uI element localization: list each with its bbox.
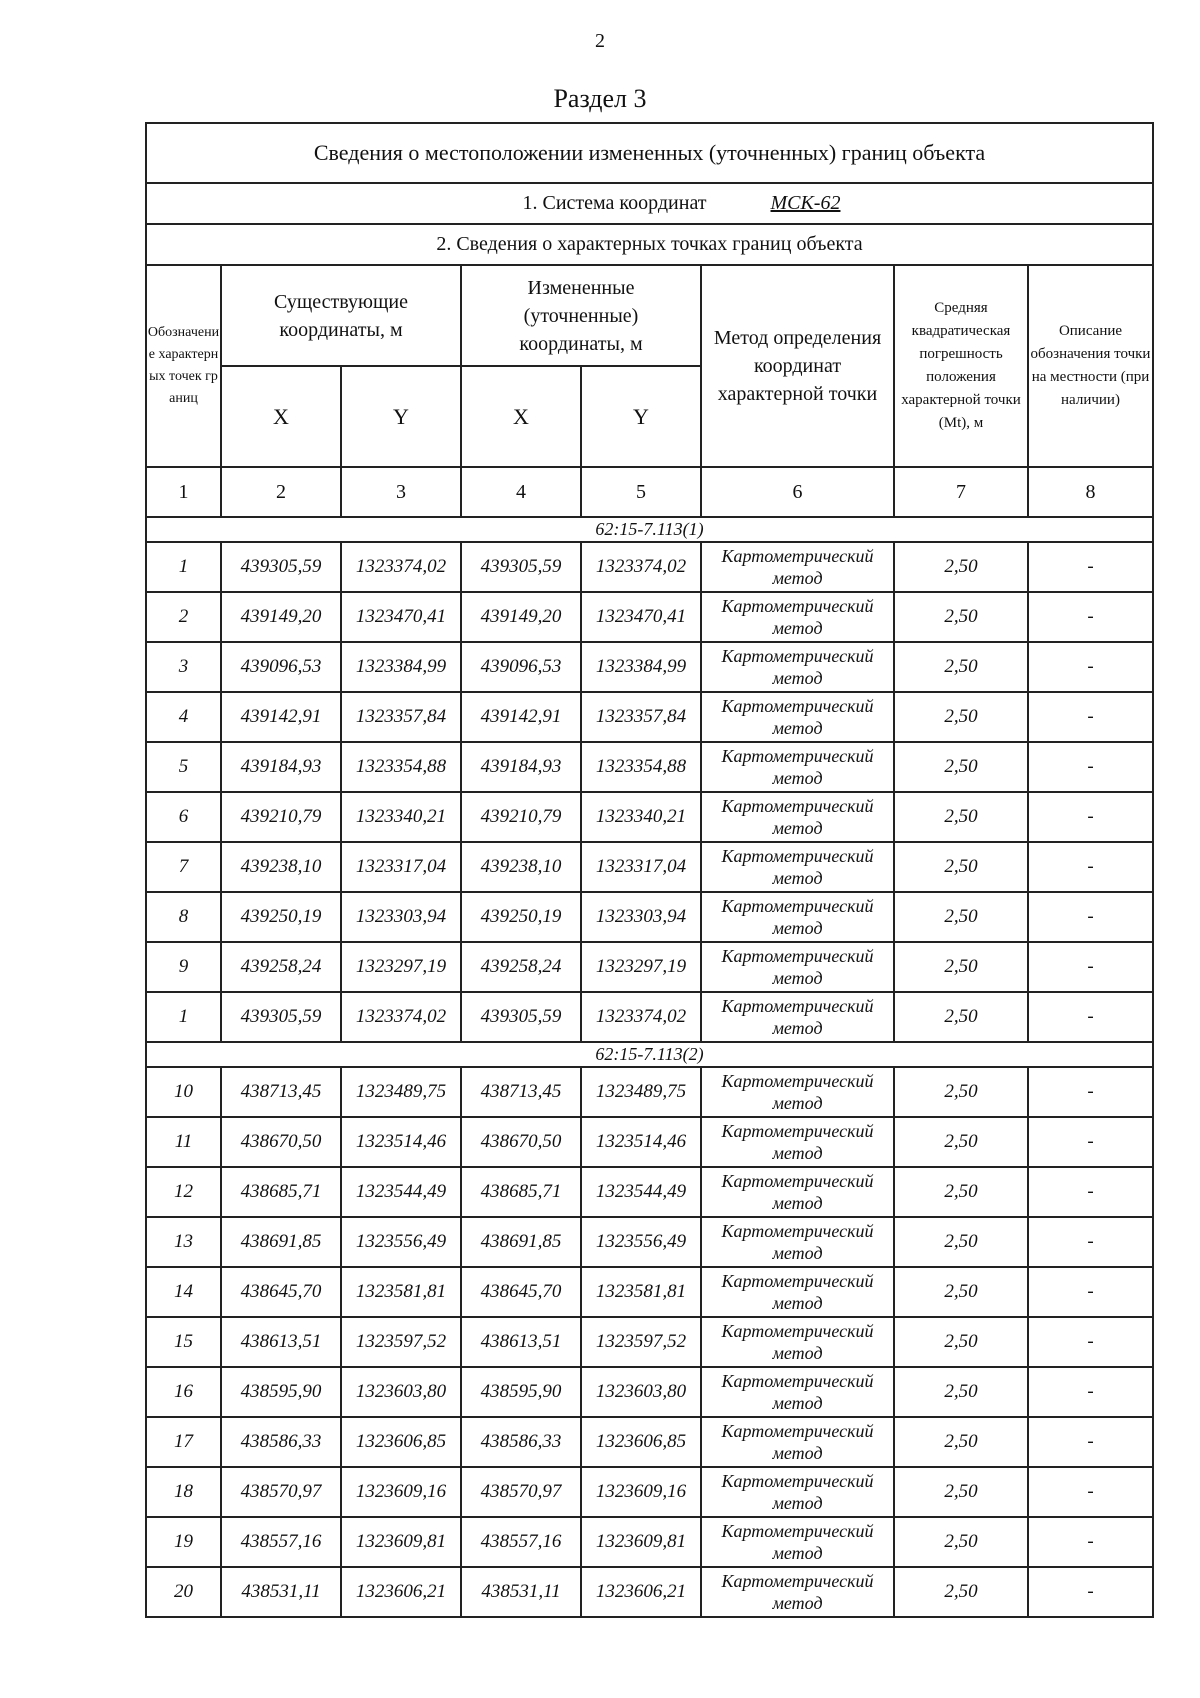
method-line-2: метод xyxy=(772,668,823,688)
method-line-2: метод xyxy=(772,1493,823,1513)
changed-y: 1323606,21 xyxy=(581,1567,701,1617)
method xyxy=(701,642,894,692)
description: - xyxy=(1028,1167,1153,1217)
mean-error: 2,50 xyxy=(894,1267,1028,1317)
existing-y: 1323470,41 xyxy=(341,592,461,642)
mean-error: 2,50 xyxy=(894,592,1028,642)
column-number: 4 xyxy=(461,467,581,517)
method-line-2: метод xyxy=(772,1018,823,1038)
existing-x: 438531,11 xyxy=(221,1567,341,1617)
point-number: 7 xyxy=(146,842,221,892)
existing-x: 438685,71 xyxy=(221,1167,341,1217)
table-row xyxy=(146,1467,1153,1517)
method-line-1: Картометрический xyxy=(721,996,874,1016)
changed-x: 438531,11 xyxy=(461,1567,581,1617)
table-row xyxy=(146,1117,1153,1167)
point-number: 3 xyxy=(146,642,221,692)
method-line-2: метод xyxy=(772,1593,823,1613)
changed-x: 438595,90 xyxy=(461,1367,581,1417)
method-line-2: метод xyxy=(772,1293,823,1313)
header-mean-error: Средняя квадратическая погрешность положения характерной точки (Mt), м xyxy=(894,265,1028,467)
method xyxy=(701,692,894,742)
table-row xyxy=(146,792,1153,842)
changed-x: 438557,16 xyxy=(461,1517,581,1567)
points-heading: 2. Сведения о характерных точках границ объекта xyxy=(146,224,1153,265)
method-line-1: Картометрический xyxy=(721,1221,874,1241)
table-row xyxy=(146,1367,1153,1417)
description: - xyxy=(1028,1417,1153,1467)
description: - xyxy=(1028,692,1153,742)
method-line-1: Картометрический xyxy=(721,1571,874,1591)
coord-system-row xyxy=(146,183,1153,224)
method-line-2: метод xyxy=(772,618,823,638)
method xyxy=(701,792,894,842)
existing-x: 439210,79 xyxy=(221,792,341,842)
changed-y: 1323357,84 xyxy=(581,692,701,742)
changed-x: 439096,53 xyxy=(461,642,581,692)
changed-x: 438586,33 xyxy=(461,1417,581,1467)
existing-x: 439149,20 xyxy=(221,592,341,642)
header-changed-x: X xyxy=(461,366,581,467)
method-line-2: метод xyxy=(772,1443,823,1463)
method-line-1: Картометрический xyxy=(721,1171,874,1191)
method-line-1: Картометрический xyxy=(721,1071,874,1091)
table-row xyxy=(146,1167,1153,1217)
table-row xyxy=(146,1517,1153,1567)
changed-y: 1323581,81 xyxy=(581,1267,701,1317)
method-line-2: метод xyxy=(772,968,823,988)
method xyxy=(701,1417,894,1467)
method-line-1: Картометрический xyxy=(721,846,874,866)
changed-x: 438691,85 xyxy=(461,1217,581,1267)
changed-x: 439305,59 xyxy=(461,542,581,592)
method-line-2: метод xyxy=(772,1193,823,1213)
method-line-2: метод xyxy=(772,1343,823,1363)
method xyxy=(701,1517,894,1567)
method-line-2: метод xyxy=(772,1093,823,1113)
mean-error: 2,50 xyxy=(894,1067,1028,1117)
method-line-2: метод xyxy=(772,568,823,588)
changed-x: 438570,97 xyxy=(461,1467,581,1517)
existing-x: 438613,51 xyxy=(221,1317,341,1367)
existing-y: 1323609,16 xyxy=(341,1467,461,1517)
existing-x: 438557,16 xyxy=(221,1517,341,1567)
method xyxy=(701,992,894,1042)
existing-x: 439184,93 xyxy=(221,742,341,792)
column-number: 8 xyxy=(1028,467,1153,517)
changed-x: 438613,51 xyxy=(461,1317,581,1367)
changed-x: 438685,71 xyxy=(461,1167,581,1217)
existing-y: 1323556,49 xyxy=(341,1217,461,1267)
mean-error: 2,50 xyxy=(894,742,1028,792)
existing-y: 1323354,88 xyxy=(341,742,461,792)
point-number: 1 xyxy=(146,542,221,592)
existing-y: 1323597,52 xyxy=(341,1317,461,1367)
existing-y: 1323357,84 xyxy=(341,692,461,742)
existing-x: 438595,90 xyxy=(221,1367,341,1417)
method xyxy=(701,1217,894,1267)
description: - xyxy=(1028,1517,1153,1567)
mean-error: 2,50 xyxy=(894,842,1028,892)
changed-x: 438713,45 xyxy=(461,1067,581,1117)
point-number: 10 xyxy=(146,1067,221,1117)
table-row xyxy=(146,842,1153,892)
changed-x: 439210,79 xyxy=(461,792,581,842)
point-number: 1 xyxy=(146,992,221,1042)
method-line-2: метод xyxy=(772,818,823,838)
changed-y: 1323340,21 xyxy=(581,792,701,842)
method xyxy=(701,1467,894,1517)
method xyxy=(701,1067,894,1117)
description: - xyxy=(1028,1267,1153,1317)
mean-error: 2,50 xyxy=(894,1317,1028,1367)
method-line-2: метод xyxy=(772,918,823,938)
method xyxy=(701,892,894,942)
mean-error: 2,50 xyxy=(894,692,1028,742)
mean-error: 2,50 xyxy=(894,1417,1028,1467)
header-existing-y: Y xyxy=(341,366,461,467)
description: - xyxy=(1028,1567,1153,1617)
point-number: 9 xyxy=(146,942,221,992)
description: - xyxy=(1028,1317,1153,1367)
method xyxy=(701,1367,894,1417)
table-row xyxy=(146,642,1153,692)
mean-error: 2,50 xyxy=(894,1467,1028,1517)
changed-y: 1323544,49 xyxy=(581,1167,701,1217)
method xyxy=(701,1117,894,1167)
description: - xyxy=(1028,992,1153,1042)
description: - xyxy=(1028,1067,1153,1117)
header-point-designation: Обозначение характерных точек границ xyxy=(146,265,221,467)
changed-x: 439250,19 xyxy=(461,892,581,942)
method xyxy=(701,1167,894,1217)
method-line-1: Картометрический xyxy=(721,896,874,916)
method-line-1: Картометрический xyxy=(721,1421,874,1441)
point-number: 8 xyxy=(146,892,221,942)
coord-system-value: МСК-62 xyxy=(770,192,841,214)
changed-y: 1323556,49 xyxy=(581,1217,701,1267)
existing-y: 1323603,80 xyxy=(341,1367,461,1417)
header-changed-y: Y xyxy=(581,366,701,467)
changed-y: 1323470,41 xyxy=(581,592,701,642)
table-row xyxy=(146,742,1153,792)
table-row xyxy=(146,992,1153,1042)
description: - xyxy=(1028,892,1153,942)
points-heading-row xyxy=(146,224,1153,265)
header-row-1 xyxy=(146,265,1153,366)
description: - xyxy=(1028,942,1153,992)
table-row xyxy=(146,592,1153,642)
existing-y: 1323489,75 xyxy=(341,1067,461,1117)
mean-error: 2,50 xyxy=(894,892,1028,942)
description: - xyxy=(1028,542,1153,592)
changed-y: 1323609,16 xyxy=(581,1467,701,1517)
description: - xyxy=(1028,742,1153,792)
method xyxy=(701,592,894,642)
header-existing-x: X xyxy=(221,366,341,467)
mean-error: 2,50 xyxy=(894,642,1028,692)
method-line-1: Картометрический xyxy=(721,1271,874,1291)
method xyxy=(701,542,894,592)
table-row xyxy=(146,692,1153,742)
column-number: 2 xyxy=(221,467,341,517)
header-changed-coords: Измененные (уточненные) координаты, м xyxy=(461,265,701,366)
header-method: Метод определения координат характерной точки xyxy=(701,265,894,467)
description: - xyxy=(1028,1467,1153,1517)
table-row xyxy=(146,1317,1153,1367)
changed-y: 1323603,80 xyxy=(581,1367,701,1417)
point-number: 14 xyxy=(146,1267,221,1317)
method-line-2: метод xyxy=(772,718,823,738)
changed-y: 1323606,85 xyxy=(581,1417,701,1467)
changed-x: 439305,59 xyxy=(461,992,581,1042)
method-line-1: Картометрический xyxy=(721,1121,874,1141)
method-line-1: Картометрический xyxy=(721,696,874,716)
method-line-2: метод xyxy=(772,768,823,788)
existing-x: 438645,70 xyxy=(221,1267,341,1317)
method-line-1: Картометрический xyxy=(721,1371,874,1391)
method-line-1: Картометрический xyxy=(721,746,874,766)
table-row xyxy=(146,542,1153,592)
existing-x: 438586,33 xyxy=(221,1417,341,1467)
page-number: 2 xyxy=(595,30,605,52)
table-row xyxy=(146,1067,1153,1117)
mean-error: 2,50 xyxy=(894,792,1028,842)
point-number: 20 xyxy=(146,1567,221,1617)
point-number: 13 xyxy=(146,1217,221,1267)
changed-y: 1323609,81 xyxy=(581,1517,701,1567)
table-row xyxy=(146,1567,1153,1617)
existing-x: 439258,24 xyxy=(221,942,341,992)
coord-system-label: 1. Система координат xyxy=(522,192,707,214)
method xyxy=(701,942,894,992)
method-line-2: метод xyxy=(772,1543,823,1563)
column-number: 7 xyxy=(894,467,1028,517)
existing-y: 1323609,81 xyxy=(341,1517,461,1567)
description: - xyxy=(1028,842,1153,892)
point-number: 6 xyxy=(146,792,221,842)
coordinates-table xyxy=(145,122,1154,1618)
method-line-2: метод xyxy=(772,1143,823,1163)
existing-x: 439305,59 xyxy=(221,992,341,1042)
column-number: 6 xyxy=(701,467,894,517)
group-row xyxy=(146,1042,1153,1067)
method-line-2: метод xyxy=(772,1243,823,1263)
mean-error: 2,50 xyxy=(894,1567,1028,1617)
changed-y: 1323374,02 xyxy=(581,542,701,592)
method xyxy=(701,1267,894,1317)
column-number-row xyxy=(146,467,1153,517)
header-description: Описание обозначения точки на местности (при наличии) xyxy=(1028,265,1153,467)
mean-error: 2,50 xyxy=(894,1517,1028,1567)
method-line-1: Картометрический xyxy=(721,1471,874,1491)
method-line-2: метод xyxy=(772,868,823,888)
description: - xyxy=(1028,1217,1153,1267)
changed-y: 1323514,46 xyxy=(581,1117,701,1167)
existing-y: 1323340,21 xyxy=(341,792,461,842)
table-row xyxy=(146,892,1153,942)
existing-x: 438713,45 xyxy=(221,1067,341,1117)
method-line-1: Картометрический xyxy=(721,1521,874,1541)
method xyxy=(701,842,894,892)
method-line-1: Картометрический xyxy=(721,646,874,666)
mean-error: 2,50 xyxy=(894,992,1028,1042)
method xyxy=(701,1317,894,1367)
existing-x: 438570,97 xyxy=(221,1467,341,1517)
method-line-1: Картометрический xyxy=(721,796,874,816)
existing-y: 1323606,21 xyxy=(341,1567,461,1617)
mean-error: 2,50 xyxy=(894,1117,1028,1167)
point-number: 4 xyxy=(146,692,221,742)
method-line-2: метод xyxy=(772,1393,823,1413)
table-title-row xyxy=(146,123,1153,183)
table-row xyxy=(146,1217,1153,1267)
existing-y: 1323374,02 xyxy=(341,992,461,1042)
existing-y: 1323374,02 xyxy=(341,542,461,592)
mean-error: 2,50 xyxy=(894,1167,1028,1217)
existing-y: 1323606,85 xyxy=(341,1417,461,1467)
description: - xyxy=(1028,1367,1153,1417)
changed-y: 1323354,88 xyxy=(581,742,701,792)
description: - xyxy=(1028,642,1153,692)
point-number: 15 xyxy=(146,1317,221,1367)
changed-y: 1323597,52 xyxy=(581,1317,701,1367)
existing-y: 1323317,04 xyxy=(341,842,461,892)
table-body xyxy=(146,123,1153,1617)
existing-x: 439142,91 xyxy=(221,692,341,742)
point-number: 2 xyxy=(146,592,221,642)
existing-x: 439250,19 xyxy=(221,892,341,942)
mean-error: 2,50 xyxy=(894,542,1028,592)
existing-x: 439238,10 xyxy=(221,842,341,892)
method xyxy=(701,1567,894,1617)
method-line-1: Картометрический xyxy=(721,946,874,966)
point-number: 5 xyxy=(146,742,221,792)
table-title: Сведения о местоположении измененных (уточненных) границ объекта xyxy=(146,123,1153,183)
column-number: 1 xyxy=(146,467,221,517)
group-label: 62:15-7.113(2) xyxy=(146,1042,1153,1067)
method-line-1: Картометрический xyxy=(721,596,874,616)
existing-y: 1323303,94 xyxy=(341,892,461,942)
description: - xyxy=(1028,1117,1153,1167)
point-number: 18 xyxy=(146,1467,221,1517)
point-number: 11 xyxy=(146,1117,221,1167)
method-line-1: Картометрический xyxy=(721,1321,874,1341)
existing-y: 1323544,49 xyxy=(341,1167,461,1217)
table-row xyxy=(146,1267,1153,1317)
changed-x: 439149,20 xyxy=(461,592,581,642)
changed-y: 1323317,04 xyxy=(581,842,701,892)
mean-error: 2,50 xyxy=(894,1217,1028,1267)
changed-x: 439258,24 xyxy=(461,942,581,992)
existing-y: 1323581,81 xyxy=(341,1267,461,1317)
method xyxy=(701,742,894,792)
existing-y: 1323514,46 xyxy=(341,1117,461,1167)
existing-x: 439305,59 xyxy=(221,542,341,592)
changed-y: 1323303,94 xyxy=(581,892,701,942)
point-number: 16 xyxy=(146,1367,221,1417)
changed-y: 1323489,75 xyxy=(581,1067,701,1117)
group-row xyxy=(146,517,1153,542)
point-number: 12 xyxy=(146,1167,221,1217)
table-row xyxy=(146,942,1153,992)
changed-y: 1323297,19 xyxy=(581,942,701,992)
existing-y: 1323384,99 xyxy=(341,642,461,692)
changed-x: 438670,50 xyxy=(461,1117,581,1167)
changed-y: 1323374,02 xyxy=(581,992,701,1042)
section-title: Раздел 3 xyxy=(553,84,647,113)
mean-error: 2,50 xyxy=(894,942,1028,992)
point-number: 17 xyxy=(146,1417,221,1467)
column-number: 5 xyxy=(581,467,701,517)
existing-x: 439096,53 xyxy=(221,642,341,692)
coord-system-cell xyxy=(146,183,1153,224)
mean-error: 2,50 xyxy=(894,1367,1028,1417)
existing-x: 438691,85 xyxy=(221,1217,341,1267)
table-row xyxy=(146,1417,1153,1467)
changed-x: 438645,70 xyxy=(461,1267,581,1317)
header-existing-coords: Существующие координаты, м xyxy=(221,265,461,366)
existing-y: 1323297,19 xyxy=(341,942,461,992)
column-number: 3 xyxy=(341,467,461,517)
point-number: 19 xyxy=(146,1517,221,1567)
changed-x: 439238,10 xyxy=(461,842,581,892)
changed-y: 1323384,99 xyxy=(581,642,701,692)
existing-x: 438670,50 xyxy=(221,1117,341,1167)
changed-x: 439184,93 xyxy=(461,742,581,792)
description: - xyxy=(1028,792,1153,842)
changed-x: 439142,91 xyxy=(461,692,581,742)
description: - xyxy=(1028,592,1153,642)
method-line-1: Картометрический xyxy=(721,546,874,566)
group-label: 62:15-7.113(1) xyxy=(146,517,1153,542)
